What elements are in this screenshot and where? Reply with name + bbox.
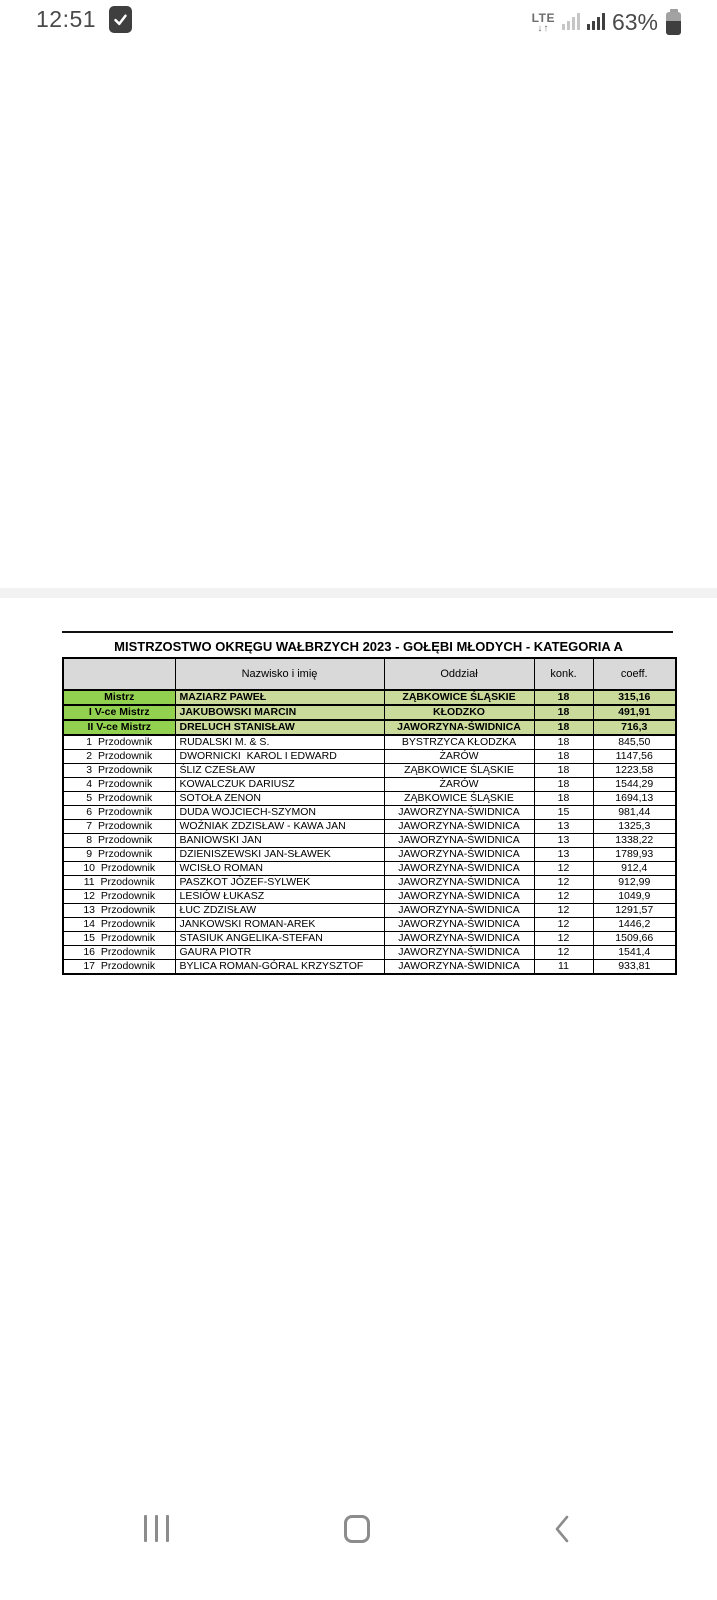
rank-cell: 11 Przodownik (63, 876, 175, 890)
col-header-coeff: coeff. (593, 658, 676, 690)
table-header (63, 658, 676, 690)
branch-cell: JAWORZYNA-ŚWIDNICA (384, 932, 534, 946)
name-cell: DWORNICKI KAROL I EDWARD (175, 750, 384, 764)
branch-cell: JAWORZYNA-ŚWIDNICA (384, 848, 534, 862)
checkmark-icon (113, 12, 128, 27)
back-icon (552, 1514, 571, 1544)
branch-cell: BYSTRZYCA KŁODZKA (384, 735, 534, 750)
table-row (63, 890, 676, 904)
results-table (62, 657, 677, 975)
table-row (63, 806, 676, 820)
header-row (63, 658, 676, 690)
name-cell: LESIÓW ŁUKASZ (175, 890, 384, 904)
branch-cell: ZĄBKOWICE ŚLĄSKIE (384, 690, 534, 705)
name-cell: RUDALSKI M. & S. (175, 735, 384, 750)
table-row (63, 720, 676, 735)
name-cell: WOŹNIAK ZDZISŁAW - KAWA JAN (175, 820, 384, 834)
rank-cell: I V-ce Mistrz (63, 705, 175, 720)
konk-cell: 12 (534, 946, 593, 960)
name-cell: BYLICA ROMAN-GÓRAL KRZYSZTOF (175, 960, 384, 975)
coeff-cell: 1541,4 (593, 946, 676, 960)
col-header-rank (63, 658, 175, 690)
branch-cell: ŻARÓW (384, 778, 534, 792)
name-cell: WCISŁO ROMAN (175, 862, 384, 876)
name-cell: GAURA PIOTR (175, 946, 384, 960)
coeff-cell: 1338,22 (593, 834, 676, 848)
rank-cell: 10 Przodownik (63, 862, 175, 876)
coeff-cell: 912,4 (593, 862, 676, 876)
rank-cell: 6 Przodownik (63, 806, 175, 820)
name-cell: BANIOWSKI JAN (175, 834, 384, 848)
rank-cell: 17 Przodownik (63, 960, 175, 975)
branch-cell: JAWORZYNA-ŚWIDNICA (384, 834, 534, 848)
table-row (63, 848, 676, 862)
branch-cell: JAWORZYNA-ŚWIDNICA (384, 904, 534, 918)
konk-cell: 18 (534, 764, 593, 778)
home-icon (344, 1515, 370, 1543)
rank-cell: Mistrz (63, 690, 175, 705)
name-cell: JANKOWSKI ROMAN-AREK (175, 918, 384, 932)
branch-cell: ZĄBKOWICE ŚLĄSKIE (384, 792, 534, 806)
konk-cell: 18 (534, 690, 593, 705)
rank-cell: 15 Przodownik (63, 932, 175, 946)
coeff-cell: 1325,3 (593, 820, 676, 834)
table-row (63, 705, 676, 720)
branch-cell: JAWORZYNA-ŚWIDNICA (384, 806, 534, 820)
table-body (63, 690, 676, 974)
coeff-cell: 1223,58 (593, 764, 676, 778)
name-cell: ŚLIZ CZESŁAW (175, 764, 384, 778)
page-title: MISTRZOSTWO OKRĘGU WAŁBRZYCH 2023 - GOŁĘBI MŁODYCH - KATEGORIA A (114, 639, 623, 654)
table-row (63, 735, 676, 750)
rank-cell: 14 Przodownik (63, 918, 175, 932)
name-cell: DRELUCH STANISŁAW (175, 720, 384, 735)
lte-indicator (532, 12, 555, 34)
battery-icon (666, 9, 681, 35)
table-row (63, 750, 676, 764)
battery-percent: 63% (611, 8, 658, 35)
coeff-cell: 912,99 (593, 876, 676, 890)
name-cell: DZIENISZEWSKI JAN-SŁAWEK (175, 848, 384, 862)
name-cell: SOTOŁA ZENON (175, 792, 384, 806)
battery-body (666, 12, 681, 35)
konk-cell: 13 (534, 834, 593, 848)
konk-cell: 12 (534, 862, 593, 876)
recents-button[interactable] (140, 1511, 173, 1546)
coeff-cell: 716,3 (593, 720, 676, 735)
konk-cell: 13 (534, 848, 593, 862)
signal-bars-dim-icon (562, 13, 580, 30)
table-row (63, 904, 676, 918)
table-row (63, 862, 676, 876)
coeff-cell: 1446,2 (593, 918, 676, 932)
rank-cell: 12 Przodownik (63, 890, 175, 904)
branch-cell: ŻARÓW (384, 750, 534, 764)
col-header-konk: konk. (534, 658, 593, 690)
signal-bars-icon (587, 13, 605, 30)
konk-cell: 15 (534, 806, 593, 820)
branch-cell: JAWORZYNA-ŚWIDNICA (384, 946, 534, 960)
title-rule (62, 631, 673, 633)
table-row (63, 778, 676, 792)
coeff-cell: 1544,29 (593, 778, 676, 792)
branch-cell: JAWORZYNA-ŚWIDNICA (384, 820, 534, 834)
network-arrows-icon: ↓↑ (537, 23, 550, 34)
konk-cell: 13 (534, 820, 593, 834)
name-cell: PASZKOT JÓZEF-SYLWEK (175, 876, 384, 890)
battery-fill (666, 21, 681, 35)
coeff-cell: 1509,66 (593, 932, 676, 946)
konk-cell: 18 (534, 705, 593, 720)
coeff-cell: 1694,13 (593, 792, 676, 806)
name-cell: ŁUC ZDZISŁAW (175, 904, 384, 918)
konk-cell: 18 (534, 735, 593, 750)
table-row (63, 690, 676, 705)
konk-cell: 18 (534, 720, 593, 735)
konk-cell: 18 (534, 778, 593, 792)
status-bar (0, 0, 717, 48)
page-separator (0, 588, 717, 598)
col-header-name: Nazwisko i imię (175, 658, 384, 690)
coeff-cell: 315,16 (593, 690, 676, 705)
table-row (63, 932, 676, 946)
konk-cell: 12 (534, 918, 593, 932)
col-header-branch: Oddział (384, 658, 534, 690)
coeff-cell: 1291,57 (593, 904, 676, 918)
home-button[interactable] (340, 1511, 374, 1547)
rank-cell: 1 Przodownik (63, 735, 175, 750)
table-row (63, 918, 676, 932)
rank-cell: 9 Przodownik (63, 848, 175, 862)
branch-cell: JAWORZYNA-ŚWIDNICA (384, 918, 534, 932)
coeff-cell: 491,91 (593, 705, 676, 720)
status-bar-left (36, 6, 132, 33)
branch-cell: JAWORZYNA-ŚWIDNICA (384, 862, 534, 876)
name-cell: JAKUBOWSKI MARCIN (175, 705, 384, 720)
branch-cell: KŁODZKO (384, 705, 534, 720)
branch-cell: ZĄBKOWICE ŚLĄSKIE (384, 764, 534, 778)
coeff-cell: 1789,93 (593, 848, 676, 862)
konk-cell: 12 (534, 932, 593, 946)
konk-cell: 18 (534, 792, 593, 806)
checkbox-notification-icon (109, 6, 132, 33)
table-row (63, 820, 676, 834)
rank-cell: II V-ce Mistrz (63, 720, 175, 735)
table-row (63, 764, 676, 778)
table-row (63, 946, 676, 960)
coeff-cell: 933,81 (593, 960, 676, 975)
rank-cell: 3 Przodownik (63, 764, 175, 778)
rank-cell: 4 Przodownik (63, 778, 175, 792)
navigation-bar (0, 1505, 717, 1555)
name-cell: STASIUK ANGELIKA-STEFAN (175, 932, 384, 946)
rank-cell: 8 Przodownik (63, 834, 175, 848)
rank-cell: 2 Przodownik (63, 750, 175, 764)
table-row (63, 960, 676, 975)
coeff-cell: 845,50 (593, 735, 676, 750)
branch-cell: JAWORZYNA-ŚWIDNICA (384, 960, 534, 975)
status-bar-right (532, 6, 681, 38)
branch-cell: JAWORZYNA-ŚWIDNICA (384, 876, 534, 890)
clock: 12:51 (36, 6, 97, 32)
konk-cell: 12 (534, 876, 593, 890)
rank-cell: 16 Przodownik (63, 946, 175, 960)
name-cell: KOWALCZUK DARIUSZ (175, 778, 384, 792)
coeff-cell: 1147,56 (593, 750, 676, 764)
coeff-cell: 981,44 (593, 806, 676, 820)
lte-label: LTE (531, 11, 555, 25)
table-row (63, 792, 676, 806)
konk-cell: 11 (534, 960, 593, 975)
rank-cell: 7 Przodownik (63, 820, 175, 834)
table-row (63, 834, 676, 848)
name-cell: MAZIARZ PAWEŁ (175, 690, 384, 705)
back-button[interactable] (548, 1510, 575, 1551)
rank-cell: 13 Przodownik (63, 904, 175, 918)
konk-cell: 12 (534, 904, 593, 918)
branch-cell: JAWORZYNA-ŚWIDNICA (384, 890, 534, 904)
coeff-cell: 1049,9 (593, 890, 676, 904)
table-row (63, 876, 676, 890)
konk-cell: 18 (534, 750, 593, 764)
rank-cell: 5 Przodownik (63, 792, 175, 806)
konk-cell: 12 (534, 890, 593, 904)
name-cell: DUDA WOJCIECH-SZYMON (175, 806, 384, 820)
recents-icon (144, 1515, 169, 1542)
branch-cell: JAWORZYNA-ŚWIDNICA (384, 720, 534, 735)
